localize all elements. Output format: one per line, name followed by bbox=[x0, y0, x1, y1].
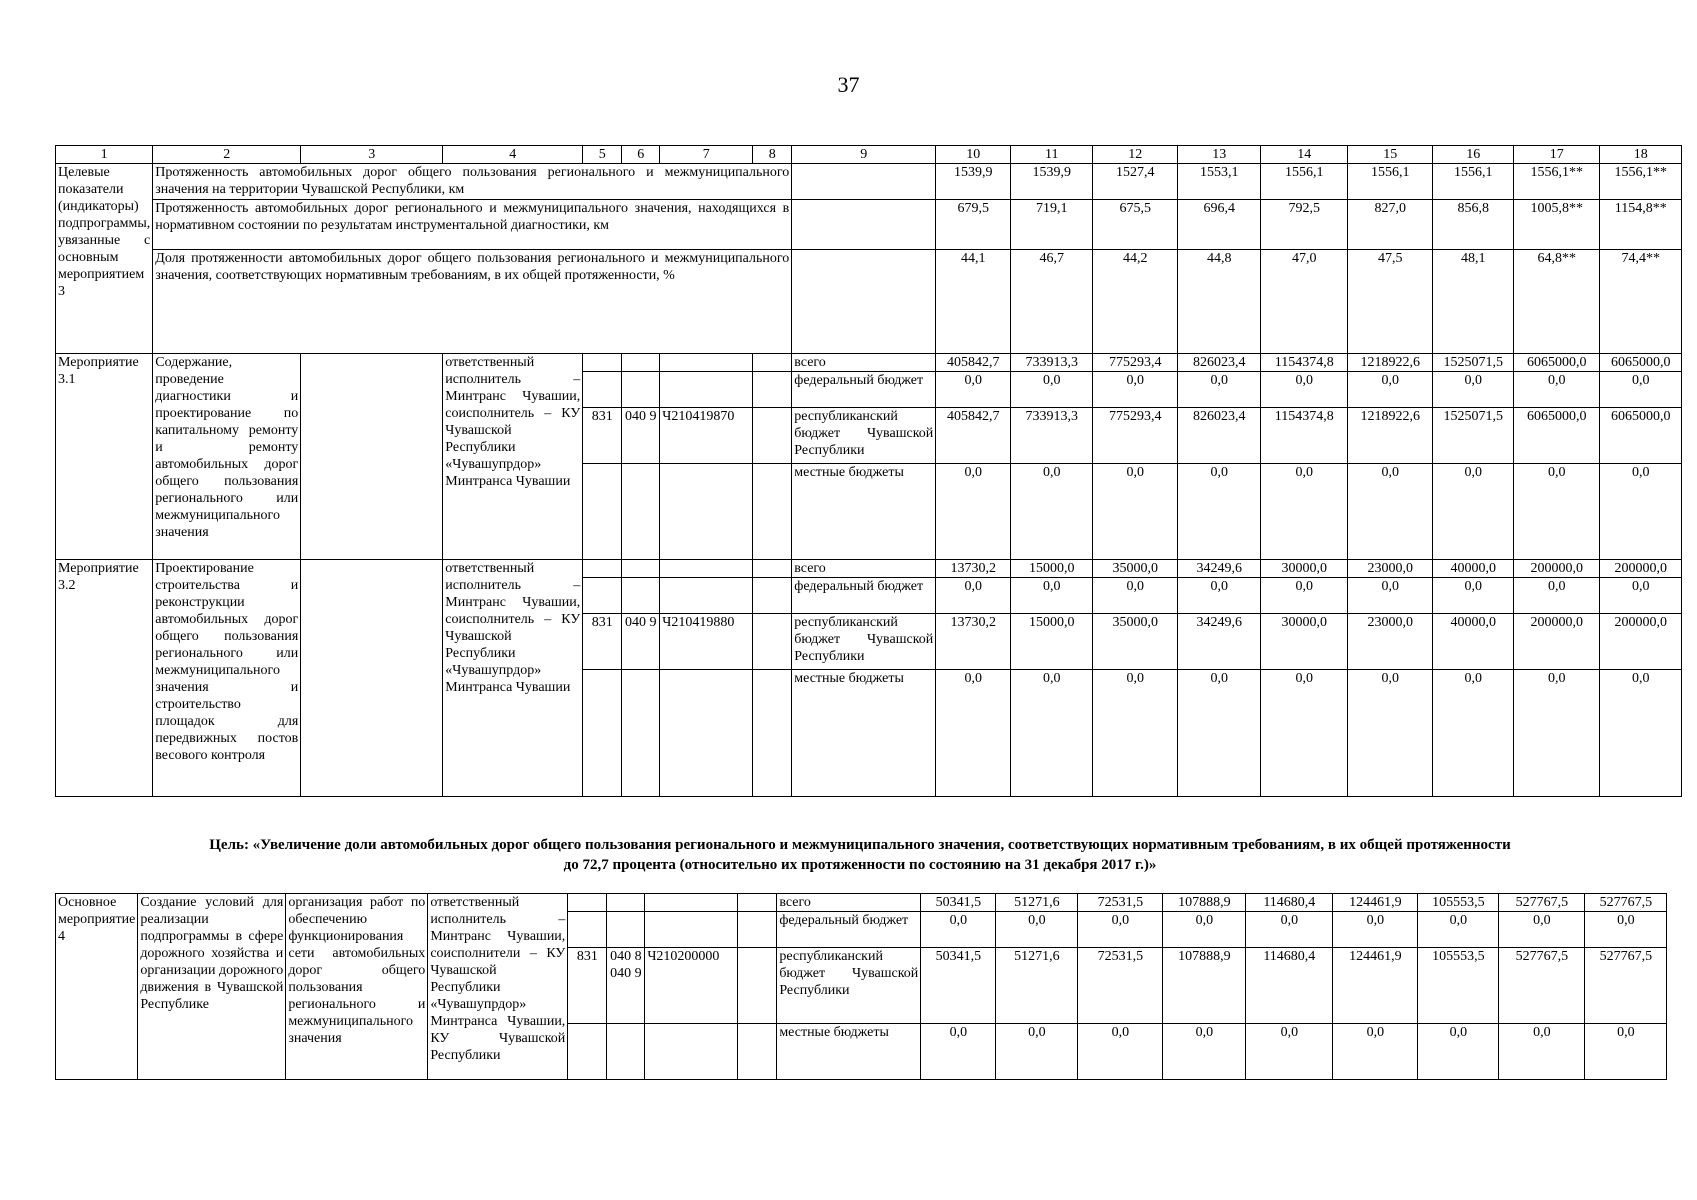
main-4-rzpr-empty bbox=[607, 912, 645, 948]
main-4-csr-empty bbox=[645, 894, 738, 912]
measure-3-1-csr-empty bbox=[660, 372, 753, 408]
measure-3-1-grbs-empty bbox=[583, 372, 622, 408]
target-value: 1154,8** bbox=[1600, 200, 1682, 250]
measure-3-1-value: 6065000,0 bbox=[1600, 408, 1682, 464]
measure-3-1-grbs-empty bbox=[583, 464, 622, 560]
target-value: 1556,1 bbox=[1348, 164, 1433, 200]
measure-3-2-value: 0,0 bbox=[1348, 670, 1433, 797]
main-4-value: 0,0 bbox=[1585, 1024, 1667, 1080]
column-number-15: 15 bbox=[1348, 146, 1433, 164]
main-4-value: 0,0 bbox=[1078, 912, 1163, 948]
measure-3-2-source-name: местные бюджеты bbox=[792, 670, 936, 797]
main-4-value: 105553,5 bbox=[1418, 894, 1499, 912]
main-4-name: Создание условий для реализации подпрограммы в сфере дорожного хозяйства и организации дорожного движения в Чувашской Республике bbox=[138, 894, 286, 1080]
measure-3-2-value: 0,0 bbox=[1433, 670, 1514, 797]
column-number-7: 7 bbox=[660, 146, 753, 164]
measure-3-1-value: 826023,4 bbox=[1178, 354, 1261, 372]
target-value: 696,4 bbox=[1178, 200, 1261, 250]
target-value: 47,5 bbox=[1348, 250, 1433, 354]
column-number-12: 12 bbox=[1093, 146, 1178, 164]
measure-3-2-rzpr-empty bbox=[622, 670, 660, 797]
measure-3-1-value: 775293,4 bbox=[1093, 408, 1178, 464]
measure-3-1-label: Мероприятие 3.1 bbox=[56, 354, 153, 560]
target-value: 792,5 bbox=[1261, 200, 1348, 250]
header-row bbox=[56, 146, 1682, 164]
measure-3-1-value: 733913,3 bbox=[1011, 354, 1093, 372]
measure-3-2-value: 0,0 bbox=[1348, 578, 1433, 614]
target-value: 1553,1 bbox=[1178, 164, 1261, 200]
measure-3-1-rzpr-empty bbox=[622, 372, 660, 408]
main-4-value: 72531,5 bbox=[1078, 948, 1163, 1024]
target-value: 1539,9 bbox=[936, 164, 1011, 200]
measure-3-1-vr bbox=[753, 408, 792, 464]
target-value: 1556,1** bbox=[1514, 164, 1600, 200]
measure-3-2-value: 0,0 bbox=[936, 670, 1011, 797]
measure-3-1-vr-empty bbox=[753, 372, 792, 408]
target-value: 827,0 bbox=[1348, 200, 1433, 250]
target-value: 675,5 bbox=[1093, 200, 1178, 250]
target-row bbox=[56, 250, 1682, 354]
measure-3-2-value: 0,0 bbox=[1600, 578, 1682, 614]
measure-3-1-rzpr: 040 9 bbox=[622, 408, 660, 464]
measure-3-2-rzpr-empty bbox=[622, 560, 660, 578]
measure-3-2-value: 200000,0 bbox=[1600, 560, 1682, 578]
column-number-16: 16 bbox=[1433, 146, 1514, 164]
measure-3-2-source-name: федеральный бюджет bbox=[792, 578, 936, 614]
measure-3-2-value: 34249,6 bbox=[1178, 560, 1261, 578]
measure-3-1-value: 1525071,5 bbox=[1433, 354, 1514, 372]
main-4-value: 0,0 bbox=[1585, 912, 1667, 948]
target-value: 46,7 bbox=[1011, 250, 1093, 354]
measure-3-2-value: 0,0 bbox=[1261, 578, 1348, 614]
target-value: 47,0 bbox=[1261, 250, 1348, 354]
measure-3-2-grbs-empty bbox=[583, 560, 622, 578]
main-4-rzpr-empty bbox=[607, 1024, 645, 1080]
measure-3-2-csr-empty bbox=[660, 560, 753, 578]
main-4-value: 124461,9 bbox=[1333, 894, 1418, 912]
target-value: 48,1 bbox=[1433, 250, 1514, 354]
measure-3-2-value: 30000,0 bbox=[1261, 560, 1348, 578]
measure-3-2-value: 200000,0 bbox=[1600, 614, 1682, 670]
measure-3-1-row bbox=[56, 354, 1682, 372]
measure-3-1-value: 0,0 bbox=[1433, 464, 1514, 560]
main-4-value: 51271,6 bbox=[996, 948, 1078, 1024]
target-value: 1556,1 bbox=[1261, 164, 1348, 200]
target-value: 1556,1** bbox=[1600, 164, 1682, 200]
measure-3-2-value: 13730,2 bbox=[936, 560, 1011, 578]
measure-3-1-col3 bbox=[301, 354, 443, 560]
measure-3-1-value: 1525071,5 bbox=[1433, 408, 1514, 464]
measure-3-2-value: 0,0 bbox=[1514, 578, 1600, 614]
main-4-value: 0,0 bbox=[1418, 912, 1499, 948]
measure-3-1-value: 1218922,6 bbox=[1348, 354, 1433, 372]
measure-3-2-value: 23000,0 bbox=[1348, 614, 1433, 670]
main-4-value: 0,0 bbox=[921, 912, 996, 948]
main-4-value: 0,0 bbox=[1246, 912, 1333, 948]
measure-3-2-value: 35000,0 bbox=[1093, 560, 1178, 578]
measure-3-2-value: 0,0 bbox=[1178, 578, 1261, 614]
measure-3-2-executor: ответственный исполнитель – Минтранс Чувашии, соисполнитель – КУ Чувашской Республики «Чувашупрдор» Минтранса Чувашии bbox=[443, 560, 583, 797]
measure-3-1-value: 6065000,0 bbox=[1514, 408, 1600, 464]
goal-line-2: до 72,7 процента (относительно их протяженности по состоянию на 31 декабря 2017 г.)» bbox=[563, 857, 1157, 873]
measure-3-1-source-name: федеральный бюджет bbox=[792, 372, 936, 408]
measure-3-1-csr-empty bbox=[660, 464, 753, 560]
measure-3-1-value: 0,0 bbox=[936, 464, 1011, 560]
measure-3-1-vr-empty bbox=[753, 464, 792, 560]
main-4-csr-empty bbox=[645, 1024, 738, 1080]
main-4-row bbox=[56, 894, 1667, 912]
target-value: 1539,9 bbox=[1011, 164, 1093, 200]
target-indicator-name: Протяженность автомобильных дорог общего пользования регионального и межмуниципального значения на территории Чувашской Республики, км bbox=[153, 164, 792, 200]
measure-3-2-grbs-empty bbox=[583, 578, 622, 614]
main-4-value: 105553,5 bbox=[1418, 948, 1499, 1024]
main-4-rzpr: 040 8 040 9 bbox=[607, 948, 645, 1024]
main-4-source-name: местные бюджеты bbox=[777, 1024, 921, 1080]
measure-3-1-csr: Ч210419870 bbox=[660, 408, 753, 464]
goal-statement bbox=[55, 835, 1665, 875]
measure-3-1-value: 6065000,0 bbox=[1514, 354, 1600, 372]
target-indicator-name: Доля протяженности автомобильных дорог общего пользования регионального и межмуниципального значения, соответствующих нормативным требованиям, в их общей протяженности, % bbox=[153, 250, 792, 354]
column-number-17: 17 bbox=[1514, 146, 1600, 164]
measure-3-2-source-name: республиканский бюджет Чувашской Республики bbox=[792, 614, 936, 670]
column-number-8: 8 bbox=[753, 146, 792, 164]
measure-3-1-grbs: 831 bbox=[583, 408, 622, 464]
column-number-6: 6 bbox=[622, 146, 660, 164]
column-number-13: 13 bbox=[1178, 146, 1261, 164]
measure-3-2-vr-empty bbox=[753, 560, 792, 578]
measure-3-1-value: 0,0 bbox=[1011, 464, 1093, 560]
measure-3-1-value: 0,0 bbox=[1093, 464, 1178, 560]
main-4-value: 0,0 bbox=[996, 912, 1078, 948]
measure-3-1-value: 733913,3 bbox=[1011, 408, 1093, 464]
main-4-value: 50341,5 bbox=[921, 894, 996, 912]
target-value: 64,8** bbox=[1514, 250, 1600, 354]
targets-label: Целевые показатели (индикаторы) подпрограммы, увязанные с основным мероприятием 3 bbox=[56, 164, 153, 354]
measure-3-2-value: 0,0 bbox=[1093, 670, 1178, 797]
main-4-value: 0,0 bbox=[1246, 1024, 1333, 1080]
main-4-table bbox=[55, 893, 1667, 1080]
target-empty-cell bbox=[792, 200, 936, 250]
measure-3-2-rzpr: 040 9 bbox=[622, 614, 660, 670]
measure-3-1-rzpr-empty bbox=[622, 464, 660, 560]
measure-3-2-col3 bbox=[301, 560, 443, 797]
main-4-value: 0,0 bbox=[1499, 1024, 1585, 1080]
measure-3-2-grbs-empty bbox=[583, 670, 622, 797]
measure-3-1-csr-empty bbox=[660, 354, 753, 372]
measure-3-1-executor: ответственный исполнитель – Минтранс Чувашии, соисполнитель – КУ Чувашской Республики «Чувашупрдор» Минтранса Чувашии bbox=[443, 354, 583, 560]
measure-3-2-vr bbox=[753, 614, 792, 670]
measure-3-1-value: 775293,4 bbox=[1093, 354, 1178, 372]
target-value: 44,2 bbox=[1093, 250, 1178, 354]
target-empty-cell bbox=[792, 250, 936, 354]
main-4-value: 0,0 bbox=[1418, 1024, 1499, 1080]
column-number-4: 4 bbox=[443, 146, 583, 164]
measure-3-1-value: 0,0 bbox=[936, 372, 1011, 408]
measure-3-1-value: 0,0 bbox=[1178, 464, 1261, 560]
column-number-10: 10 bbox=[936, 146, 1011, 164]
main-4-value: 72531,5 bbox=[1078, 894, 1163, 912]
measure-3-1-value: 0,0 bbox=[1433, 372, 1514, 408]
measure-3-2-vr-empty bbox=[753, 578, 792, 614]
measure-3-1-rzpr-empty bbox=[622, 354, 660, 372]
measure-3-2-value: 0,0 bbox=[1093, 578, 1178, 614]
main-4-csr-empty bbox=[645, 912, 738, 948]
measure-3-1-value: 0,0 bbox=[1261, 372, 1348, 408]
target-row bbox=[56, 164, 1682, 200]
measure-3-1-value: 0,0 bbox=[1514, 464, 1600, 560]
main-4-value: 124461,9 bbox=[1333, 948, 1418, 1024]
measure-3-2-value: 15000,0 bbox=[1011, 614, 1093, 670]
main-4-value: 527767,5 bbox=[1499, 948, 1585, 1024]
main-4-vr bbox=[738, 948, 777, 1024]
measure-3-2-source-name: всего bbox=[792, 560, 936, 578]
main-4-grbs: 831 bbox=[568, 948, 607, 1024]
main-4-rzpr-empty bbox=[607, 894, 645, 912]
main-4-grbs-empty bbox=[568, 912, 607, 948]
measure-3-2-csr: Ч210419880 bbox=[660, 614, 753, 670]
main-4-source-name: республиканский бюджет Чувашской Республики bbox=[777, 948, 921, 1024]
measure-3-2-value: 15000,0 bbox=[1011, 560, 1093, 578]
measure-3-1-value: 405842,7 bbox=[936, 408, 1011, 464]
column-number-3: 3 bbox=[301, 146, 443, 164]
measure-3-1-value: 1154374,8 bbox=[1261, 408, 1348, 464]
measure-3-2-value: 35000,0 bbox=[1093, 614, 1178, 670]
main-4-source-name: федеральный бюджет bbox=[777, 912, 921, 948]
measure-3-1-source-name: республиканский бюджет Чувашской Республики bbox=[792, 408, 936, 464]
column-number-11: 11 bbox=[1011, 146, 1093, 164]
measure-3-2-value: 40000,0 bbox=[1433, 560, 1514, 578]
measure-3-1-grbs-empty bbox=[583, 354, 622, 372]
main-4-label: Основное мероприятие 4 bbox=[56, 894, 138, 1080]
main-4-value: 0,0 bbox=[1163, 912, 1246, 948]
measure-3-1-value: 0,0 bbox=[1600, 464, 1682, 560]
measure-3-2-value: 13730,2 bbox=[936, 614, 1011, 670]
column-number-1: 1 bbox=[56, 146, 153, 164]
measure-3-2-csr-empty bbox=[660, 670, 753, 797]
measure-3-2-grbs: 831 bbox=[583, 614, 622, 670]
target-value: 74,4** bbox=[1600, 250, 1682, 354]
main-4-vr-empty bbox=[738, 894, 777, 912]
target-row bbox=[56, 200, 1682, 250]
main-4-csr: Ч210200000 bbox=[645, 948, 738, 1024]
main-4-value: 51271,6 bbox=[996, 894, 1078, 912]
main-4-grbs-empty bbox=[568, 1024, 607, 1080]
main-4-value: 114680,4 bbox=[1246, 948, 1333, 1024]
measure-3-1-value: 1218922,6 bbox=[1348, 408, 1433, 464]
main-4-col3: организация работ по обеспечению функционирования сети автомобильных дорог общего пользования регионального и межмуниципального значения bbox=[286, 894, 428, 1080]
main-4-value: 0,0 bbox=[1163, 1024, 1246, 1080]
measure-3-2-value: 40000,0 bbox=[1433, 614, 1514, 670]
column-number-18: 18 bbox=[1600, 146, 1682, 164]
main-4-value: 0,0 bbox=[1333, 912, 1418, 948]
measure-3-1-value: 0,0 bbox=[1261, 464, 1348, 560]
measure-3-1-value: 0,0 bbox=[1348, 372, 1433, 408]
main-4-value: 50341,5 bbox=[921, 948, 996, 1024]
measure-3-2-value: 0,0 bbox=[1261, 670, 1348, 797]
measure-3-2-value: 0,0 bbox=[1178, 670, 1261, 797]
measure-3-2-name: Проектирование строительства и реконструкции автомобильных дорог общего пользования регионального или межмуниципального значения и строительство площадок для передвижных постов весового контроля bbox=[153, 560, 301, 797]
main-4-value: 114680,4 bbox=[1246, 894, 1333, 912]
measure-3-2-rzpr-empty bbox=[622, 578, 660, 614]
main-4-vr-empty bbox=[738, 912, 777, 948]
measure-3-1-value: 1154374,8 bbox=[1261, 354, 1348, 372]
main-4-value: 527767,5 bbox=[1585, 894, 1667, 912]
measure-3-1-source-name: местные бюджеты bbox=[792, 464, 936, 560]
column-number-5: 5 bbox=[583, 146, 622, 164]
main-4-value: 0,0 bbox=[1333, 1024, 1418, 1080]
measure-3-2-value: 0,0 bbox=[1011, 670, 1093, 797]
target-value: 679,5 bbox=[936, 200, 1011, 250]
measure-3-2-value: 0,0 bbox=[1514, 670, 1600, 797]
measure-3-1-value: 0,0 bbox=[1093, 372, 1178, 408]
measure-3-1-value: 6065000,0 bbox=[1600, 354, 1682, 372]
main-4-value: 0,0 bbox=[996, 1024, 1078, 1080]
main-4-vr-empty bbox=[738, 1024, 777, 1080]
target-value: 719,1 bbox=[1011, 200, 1093, 250]
main-4-value: 0,0 bbox=[1078, 1024, 1163, 1080]
main-4-source-name: всего bbox=[777, 894, 921, 912]
main-4-value: 0,0 bbox=[1499, 912, 1585, 948]
measure-3-2-label: Мероприятие 3.2 bbox=[56, 560, 153, 797]
column-number-9: 9 bbox=[792, 146, 936, 164]
measure-3-2-value: 0,0 bbox=[1011, 578, 1093, 614]
measure-3-2-row bbox=[56, 560, 1682, 578]
measure-3-2-csr-empty bbox=[660, 578, 753, 614]
measure-3-2-value: 200000,0 bbox=[1514, 614, 1600, 670]
measure-3-1-value: 0,0 bbox=[1178, 372, 1261, 408]
measure-3-2-value: 0,0 bbox=[1433, 578, 1514, 614]
measure-3-2-vr-empty bbox=[753, 670, 792, 797]
measure-3-1-vr-empty bbox=[753, 354, 792, 372]
measure-3-1-source-name: всего bbox=[792, 354, 936, 372]
main-4-value: 527767,5 bbox=[1585, 948, 1667, 1024]
target-value: 1527,4 bbox=[1093, 164, 1178, 200]
measure-3-1-name: Содержание, проведение диагностики и проектирование по капитальному ремонту и ремонту автомобильных дорог общего пользования регионального или межмуниципального значения bbox=[153, 354, 301, 560]
page-number: 37 bbox=[837, 72, 860, 97]
measure-3-2-value: 200000,0 bbox=[1514, 560, 1600, 578]
measure-3-2-value: 0,0 bbox=[936, 578, 1011, 614]
measure-3-1-value: 0,0 bbox=[1348, 464, 1433, 560]
measure-3-2-value: 34249,6 bbox=[1178, 614, 1261, 670]
main-4-value: 527767,5 bbox=[1499, 894, 1585, 912]
main-4-value: 107888,9 bbox=[1163, 894, 1246, 912]
main-4-value: 107888,9 bbox=[1163, 948, 1246, 1024]
main-4-value: 0,0 bbox=[921, 1024, 996, 1080]
column-number-2: 2 bbox=[153, 146, 301, 164]
main-table bbox=[55, 145, 1682, 797]
measure-3-1-value: 0,0 bbox=[1514, 372, 1600, 408]
measure-3-1-value: 0,0 bbox=[1011, 372, 1093, 408]
target-value: 44,1 bbox=[936, 250, 1011, 354]
measure-3-1-value: 826023,4 bbox=[1178, 408, 1261, 464]
target-indicator-name: Протяженность автомобильных дорог регионального и межмуниципального значения, находящихся в нормативном состоянии по результатам инструментальной диагностики, км bbox=[153, 200, 792, 250]
target-value: 1556,1 bbox=[1433, 164, 1514, 200]
target-value: 44,8 bbox=[1178, 250, 1261, 354]
target-empty-cell bbox=[792, 164, 936, 200]
measure-3-2-value: 23000,0 bbox=[1348, 560, 1433, 578]
measure-3-1-value: 0,0 bbox=[1600, 372, 1682, 408]
measure-3-2-value: 30000,0 bbox=[1261, 614, 1348, 670]
target-value: 856,8 bbox=[1433, 200, 1514, 250]
main-4-grbs-empty bbox=[568, 894, 607, 912]
target-value: 1005,8** bbox=[1514, 200, 1600, 250]
measure-3-1-value: 405842,7 bbox=[936, 354, 1011, 372]
goal-line-1: Цель: «Увеличение доли автомобильных дорог общего пользования регионального и межмуниципального значения, соответствующих нормативным требованиям, в их общей протяженности bbox=[209, 837, 1511, 853]
column-number-14: 14 bbox=[1261, 146, 1348, 164]
measure-3-2-value: 0,0 bbox=[1600, 670, 1682, 797]
main-4-executor: ответственный исполнитель – Минтранс Чувашии, соисполнители – КУ Чувашской Республики «Чувашупрдор» Минтранса Чувашии, КУ Чувашской Республики bbox=[428, 894, 568, 1080]
